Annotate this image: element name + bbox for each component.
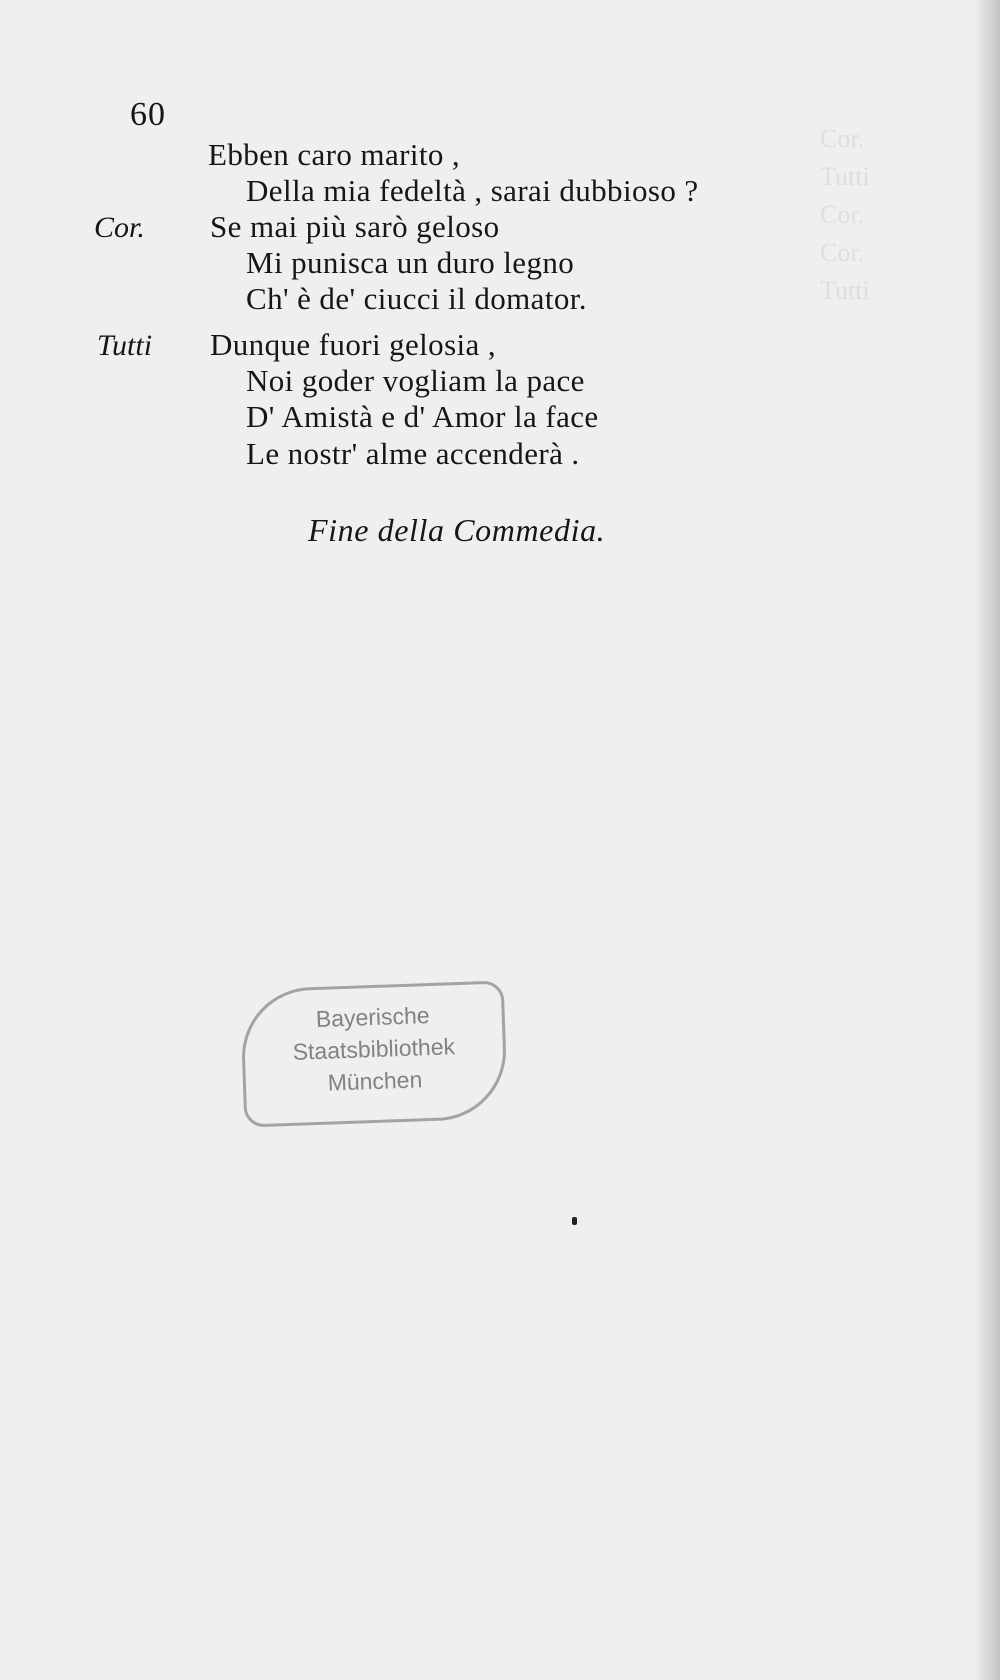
verse-line: Se mai più sarò geloso [210,209,500,244]
ending-line: Fine della Commedia. [308,512,606,548]
stamp-line: Bayerische [315,1002,431,1033]
speaker-label: Tutti [97,329,153,362]
bleed-through-text: Cor. Tutti Cor. Cor. Tutti [820,124,870,305]
ink-speck [572,1217,577,1225]
page-number: 60 [130,96,166,133]
bleed-through-footnote [100,1380,920,1420]
verse-line: Mi punisca un duro legno [246,245,575,280]
verse-line: Ch' è de' ciucci il domator. [246,281,587,316]
verse-line: Le nostr' alme accenderà . [246,436,580,471]
stamp-line: München [327,1066,423,1096]
speaker-label: Cor. [94,211,145,244]
verse-line: Noi goder vogliam la pace [246,363,585,398]
verse-line: D' Amistà e d' Amor la face [246,399,599,434]
library-stamp [240,980,509,1127]
verse-line: Dunque fuori gelosia , [210,327,497,362]
verse-line: Della mia fedeltà , sarai dubbioso ? [246,173,699,208]
verse-line: Ebben caro marito , [208,137,461,172]
stamp-line: Staatsbibliothek [292,1033,456,1065]
